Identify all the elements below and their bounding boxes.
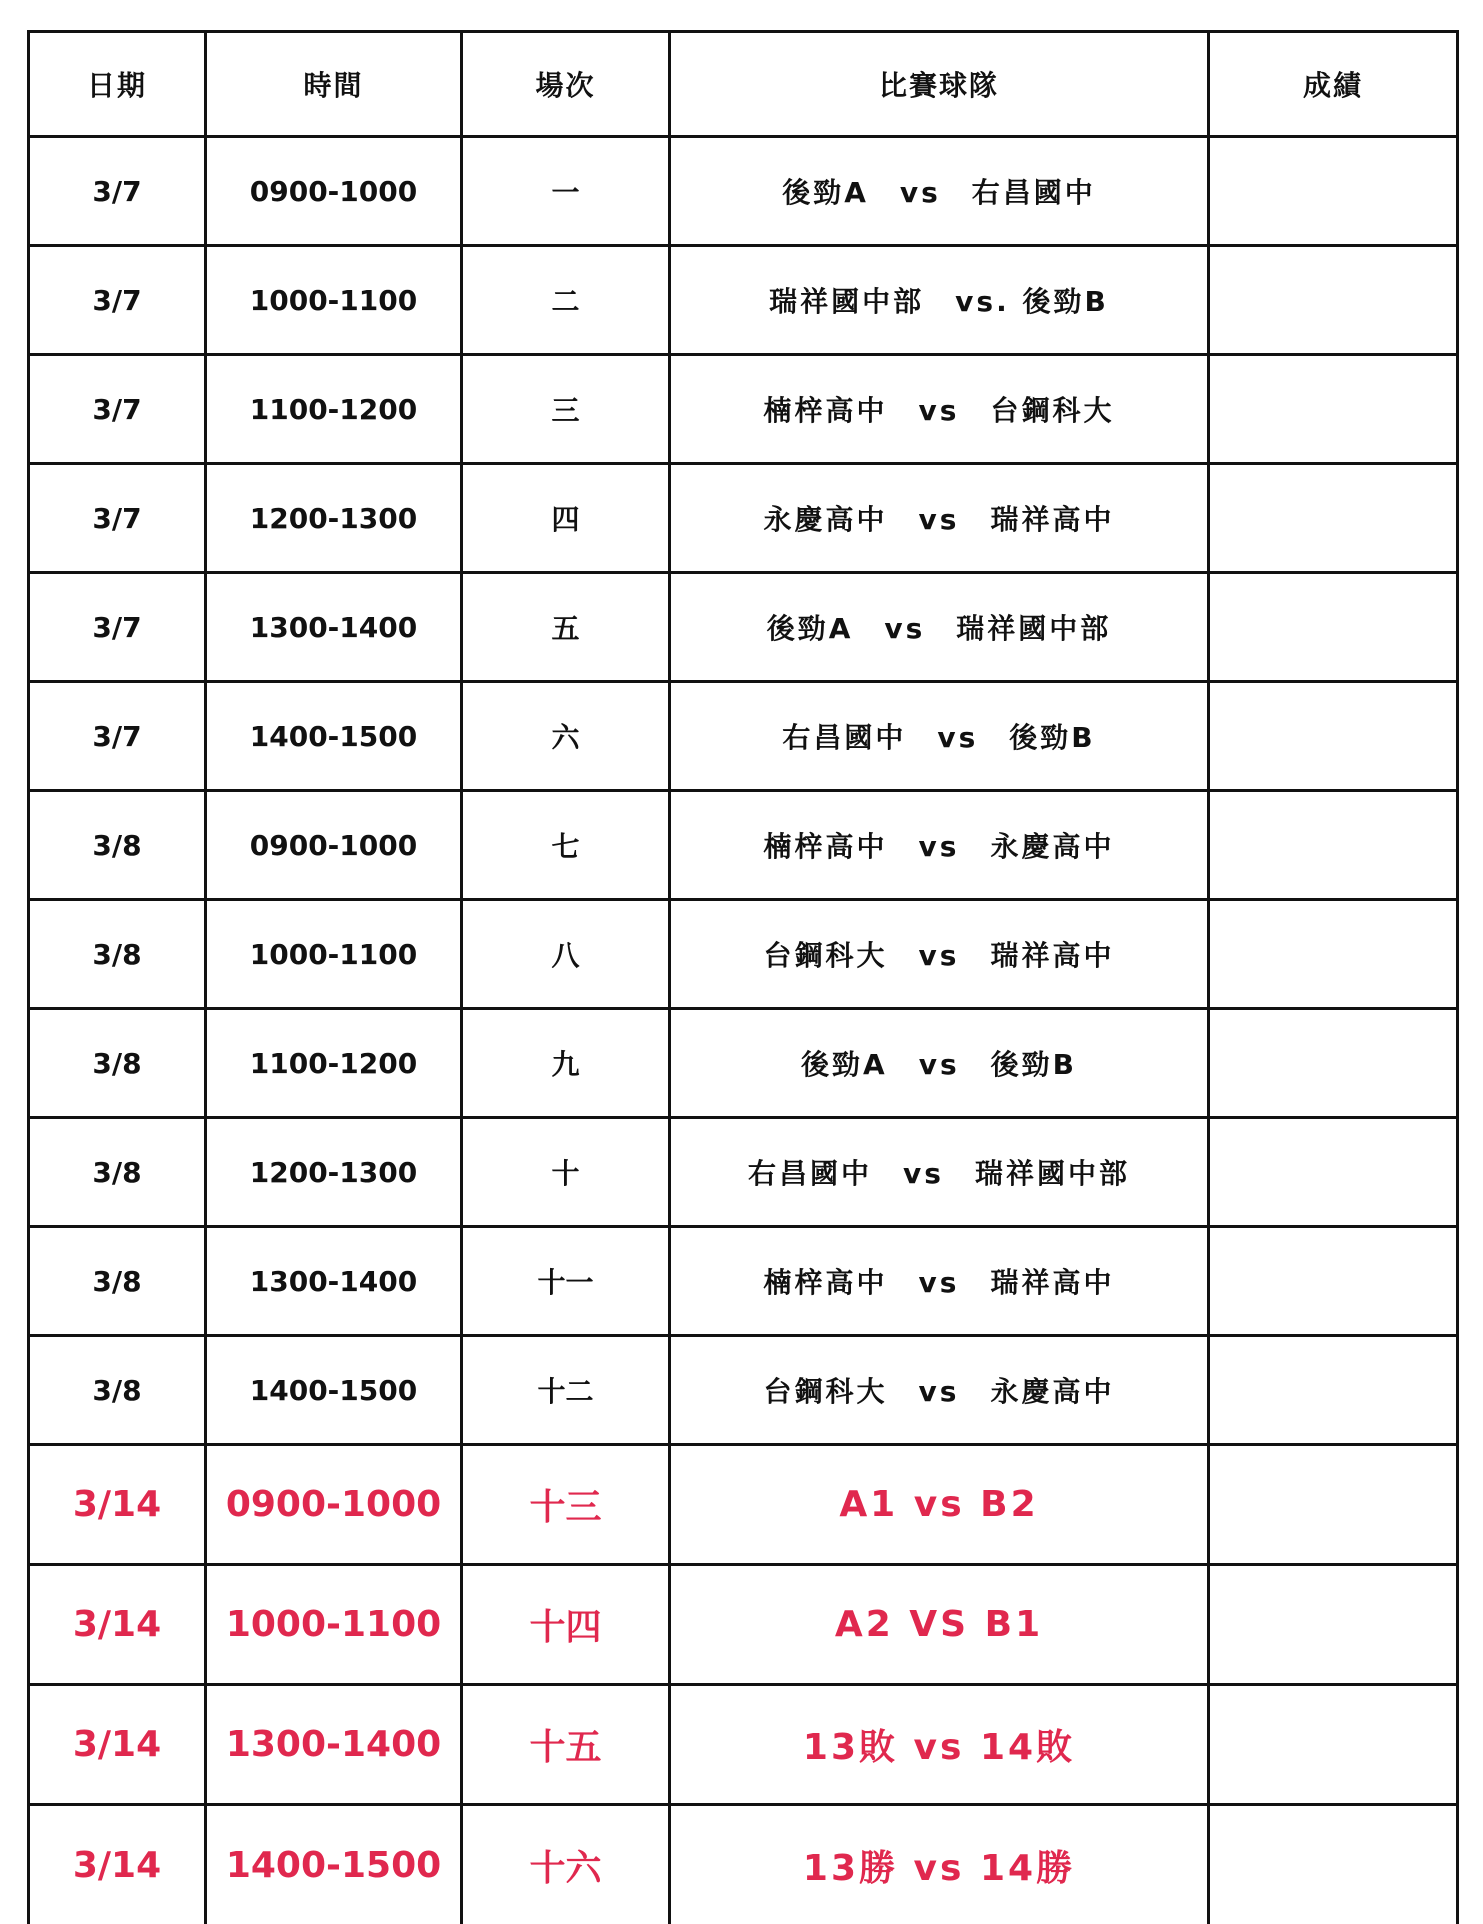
time-cell: 0900-1000 — [206, 1445, 462, 1565]
table-row — [29, 791, 1458, 900]
match-cell: A1 vs B2 — [670, 1445, 1209, 1565]
game-cell: 五 — [462, 573, 670, 682]
game-cell: 八 — [462, 900, 670, 1009]
game-cell: 三 — [462, 355, 670, 464]
date-cell: 3/8 — [29, 1227, 206, 1336]
date-cell: 3/7 — [29, 246, 206, 355]
match-cell: 台鋼科大 vs 永慶高中 — [670, 1336, 1209, 1445]
date-cell: 3/14 — [29, 1565, 206, 1685]
game-cell: 四 — [462, 464, 670, 573]
time-cell: 1000-1100 — [206, 1565, 462, 1685]
table-row — [29, 1685, 1458, 1805]
table-row — [29, 1445, 1458, 1565]
result-cell — [1209, 355, 1458, 464]
table-row — [29, 246, 1458, 355]
time-cell: 1000-1100 — [206, 246, 462, 355]
header-game: 場次 — [462, 32, 670, 137]
time-cell: 1200-1300 — [206, 464, 462, 573]
match-cell: 後勁A vs 後勁B — [670, 1009, 1209, 1118]
game-cell: 十四 — [462, 1565, 670, 1685]
time-cell: 1000-1100 — [206, 900, 462, 1009]
match-cell: 13敗 vs 14敗 — [670, 1685, 1209, 1805]
game-cell: 十二 — [462, 1336, 670, 1445]
table-row — [29, 1009, 1458, 1118]
date-cell: 3/7 — [29, 137, 206, 246]
result-cell — [1209, 791, 1458, 900]
result-cell — [1209, 1685, 1458, 1805]
result-cell — [1209, 900, 1458, 1009]
match-cell: 楠梓高中 vs 永慶高中 — [670, 791, 1209, 900]
date-cell: 3/14 — [29, 1445, 206, 1565]
table-row — [29, 1565, 1458, 1685]
date-cell: 3/14 — [29, 1805, 206, 1924]
game-cell: 二 — [462, 246, 670, 355]
game-cell: 十 — [462, 1118, 670, 1227]
time-cell: 1300-1400 — [206, 1685, 462, 1805]
game-cell: 七 — [462, 791, 670, 900]
time-cell: 1300-1400 — [206, 573, 462, 682]
date-cell: 3/7 — [29, 682, 206, 791]
table-row — [29, 682, 1458, 791]
table-row — [29, 137, 1458, 246]
header-match: 比賽球隊 — [670, 32, 1209, 137]
header-time: 時間 — [206, 32, 462, 137]
result-cell — [1209, 1445, 1458, 1565]
result-cell — [1209, 1336, 1458, 1445]
table-row — [29, 355, 1458, 464]
game-cell: 十一 — [462, 1227, 670, 1336]
table-row — [29, 1336, 1458, 1445]
match-cell: 永慶高中 vs 瑞祥高中 — [670, 464, 1209, 573]
time-cell: 0900-1000 — [206, 791, 462, 900]
game-cell: 十三 — [462, 1445, 670, 1565]
match-cell: 13勝 vs 14勝 — [670, 1805, 1209, 1924]
header-date: 日期 — [29, 32, 206, 137]
result-cell — [1209, 1118, 1458, 1227]
match-cell: 楠梓高中 vs 瑞祥高中 — [670, 1227, 1209, 1336]
time-cell: 1100-1200 — [206, 355, 462, 464]
date-cell: 3/8 — [29, 791, 206, 900]
header-result: 成績 — [1209, 32, 1458, 137]
time-cell: 0900-1000 — [206, 137, 462, 246]
schedule-table — [27, 30, 1459, 1924]
date-cell: 3/7 — [29, 355, 206, 464]
result-cell — [1209, 1805, 1458, 1924]
date-cell: 3/7 — [29, 464, 206, 573]
time-cell: 1200-1300 — [206, 1118, 462, 1227]
table-row — [29, 1805, 1458, 1924]
result-cell — [1209, 682, 1458, 791]
date-cell: 3/8 — [29, 1009, 206, 1118]
game-cell: 九 — [462, 1009, 670, 1118]
match-cell: 後勁A vs 瑞祥國中部 — [670, 573, 1209, 682]
result-cell — [1209, 246, 1458, 355]
time-cell: 1100-1200 — [206, 1009, 462, 1118]
date-cell: 3/14 — [29, 1685, 206, 1805]
table-row — [29, 464, 1458, 573]
table-row — [29, 1118, 1458, 1227]
header-row — [29, 32, 1458, 137]
match-cell: 右昌國中 vs 瑞祥國中部 — [670, 1118, 1209, 1227]
result-cell — [1209, 1009, 1458, 1118]
time-cell: 1400-1500 — [206, 1805, 462, 1924]
match-cell: 右昌國中 vs 後勁B — [670, 682, 1209, 791]
date-cell: 3/7 — [29, 573, 206, 682]
table-row — [29, 1227, 1458, 1336]
game-cell: 一 — [462, 137, 670, 246]
match-cell: A2 VS B1 — [670, 1565, 1209, 1685]
match-cell: 台鋼科大 vs 瑞祥高中 — [670, 900, 1209, 1009]
match-cell: 瑞祥國中部 vs. 後勁B — [670, 246, 1209, 355]
match-cell: 楠梓高中 vs 台鋼科大 — [670, 355, 1209, 464]
match-cell: 後勁A vs 右昌國中 — [670, 137, 1209, 246]
result-cell — [1209, 464, 1458, 573]
time-cell: 1400-1500 — [206, 1336, 462, 1445]
game-cell: 十六 — [462, 1805, 670, 1924]
result-cell — [1209, 137, 1458, 246]
result-cell — [1209, 1565, 1458, 1685]
result-cell — [1209, 1227, 1458, 1336]
game-cell: 十五 — [462, 1685, 670, 1805]
date-cell: 3/8 — [29, 1336, 206, 1445]
date-cell: 3/8 — [29, 900, 206, 1009]
date-cell: 3/8 — [29, 1118, 206, 1227]
game-cell: 六 — [462, 682, 670, 791]
time-cell: 1400-1500 — [206, 682, 462, 791]
table-row — [29, 900, 1458, 1009]
time-cell: 1300-1400 — [206, 1227, 462, 1336]
table-row — [29, 573, 1458, 682]
result-cell — [1209, 573, 1458, 682]
